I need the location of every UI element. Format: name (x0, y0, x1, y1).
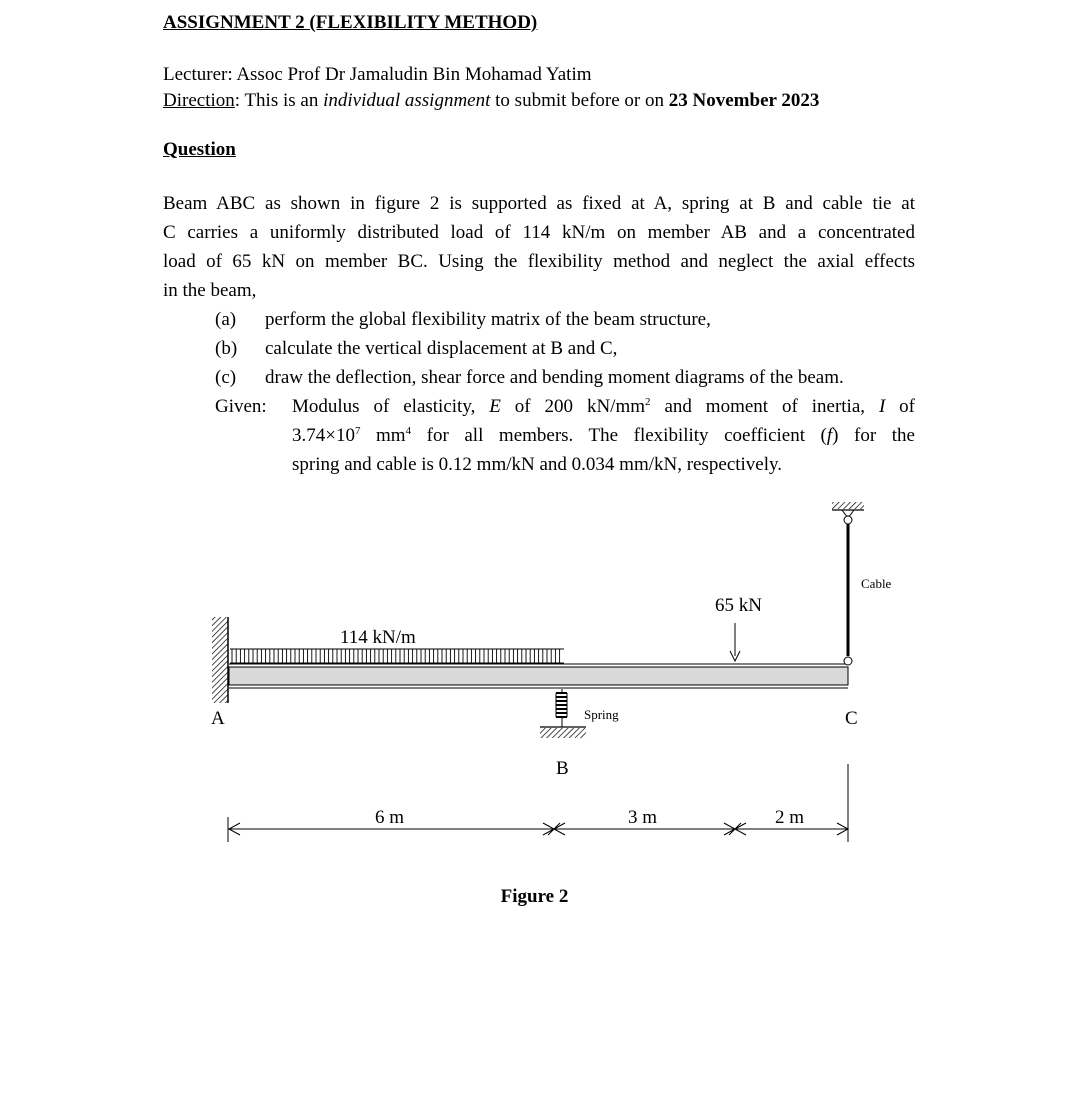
node-b-label: B (556, 758, 569, 779)
page-title: ASSIGNMENT 2 (FLEXIBILITY METHOD) (163, 12, 538, 33)
dimension-load-c: 2 m (775, 807, 805, 828)
paragraph-line: load of 65 kN on member BC. Using the flexibility method and neglect the axial effects (163, 251, 915, 272)
due-date: 23 November 2023 (668, 90, 820, 111)
given-line-3: spring and cable is 0.12 mm/kN and 0.034 mm/kN, respectively. (292, 454, 783, 475)
spring-label: Spring (584, 707, 619, 722)
node-c-label: C (845, 708, 858, 729)
given-label: Given: (215, 396, 267, 417)
item-text: perform the global flexibility matrix of the beam structure, (265, 309, 711, 330)
spring-support-b (540, 689, 586, 738)
dimension-line (228, 764, 848, 842)
point-load-arrow (730, 623, 740, 661)
lecturer-line: Lecturer: Assoc Prof Dr Jamaludin Bin Mohamad Yatim (163, 64, 592, 85)
item-label: (c) (215, 367, 237, 388)
given-line-2: $3.74\times 10^7$ $mm^4$ for all members. The flexibility coefficient (f) for the (292, 425, 915, 446)
item-label: (b) (215, 338, 238, 359)
beam-abc (229, 664, 848, 688)
direction-mid: to submit before or on (490, 90, 669, 111)
dimension-ab: 6 m (375, 807, 405, 828)
udl-label: 114 kN/m (340, 627, 416, 648)
udl-load (230, 649, 564, 663)
cable-label: Cable (861, 576, 892, 591)
item-label: (a) (215, 309, 237, 330)
paragraph-line: C carries a uniformly distributed load of 114 kN/m on member AB and a concentrated (163, 222, 915, 243)
direction-italic: individual assignment (323, 90, 491, 111)
direction-pre: : This is an (234, 90, 324, 111)
dimension-b-load: 3 m (628, 807, 658, 828)
direction-label: Direction (163, 90, 235, 111)
paragraph-line: in the beam, (163, 280, 257, 301)
node-a-label: A (211, 708, 225, 729)
figure-caption: Figure 2 (500, 886, 569, 907)
fixed-support-hatch (212, 617, 228, 703)
point-load-label: 65 kN (715, 595, 762, 616)
udl-ticks (232, 649, 560, 663)
item-text: draw the deflection, shear force and bending moment diagrams of the beam. (265, 367, 844, 388)
item-text: calculate the vertical displacement at B and C, (265, 338, 618, 359)
cable-tie-c (832, 502, 864, 665)
given-line-1: Modulus of elasticity, E of 200 $kN/mm^2$ and moment of inertia, I of (292, 396, 916, 417)
paragraph-line: Beam ABC as shown in figure 2 is supported as fixed at A, spring at B and cable tie at (163, 193, 915, 214)
question-heading: Question (163, 139, 236, 160)
